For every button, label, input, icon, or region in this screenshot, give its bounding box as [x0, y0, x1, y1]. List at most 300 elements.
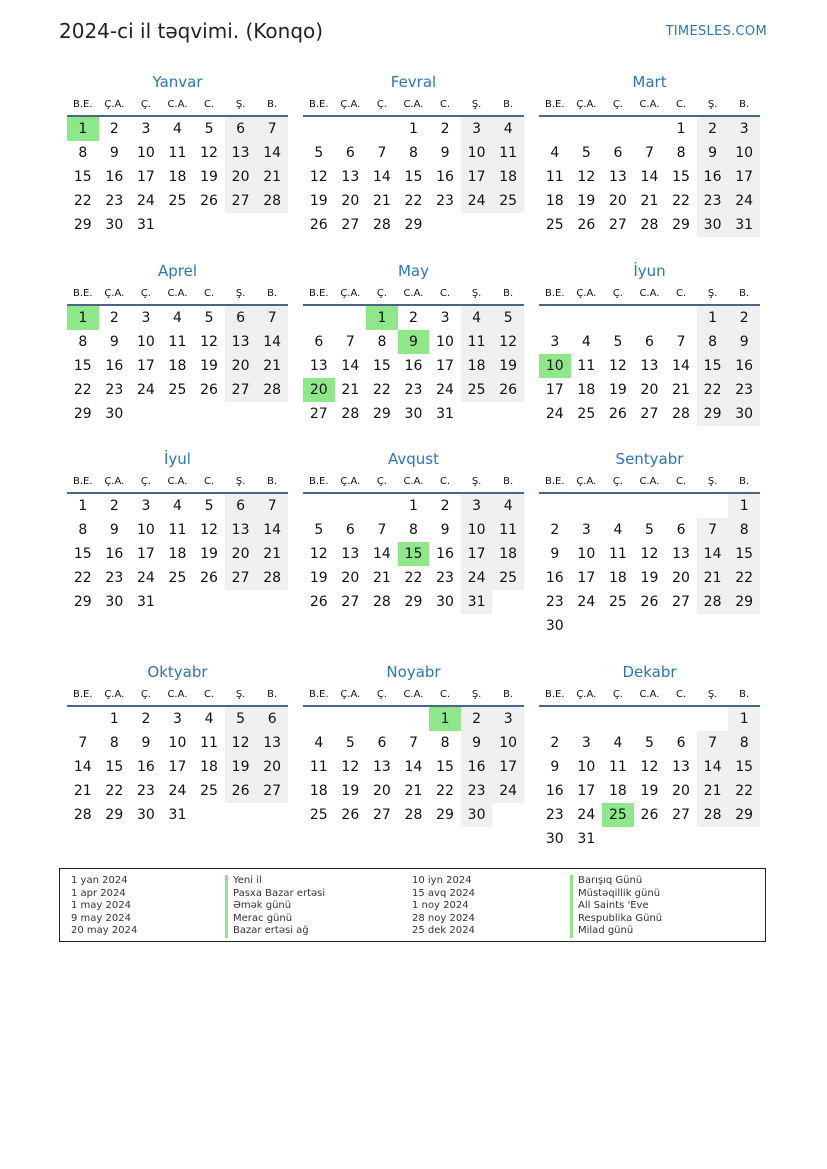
day-cell: 26: [309, 217, 328, 233]
day-cell: 7: [676, 334, 686, 350]
day-cell: 28: [372, 594, 391, 610]
weekday-label: B.E.: [309, 288, 329, 299]
legend-names-right: [570, 875, 662, 938]
empty-cell: [665, 494, 697, 518]
day-cell: 10: [492, 731, 524, 755]
day-cell: 28: [256, 566, 288, 590]
weekday-label: C.A.: [639, 288, 660, 299]
weekday-header: [67, 683, 288, 707]
weekday-header: [67, 470, 288, 494]
day-cell: 5: [345, 735, 355, 751]
day-cell: 11: [168, 522, 187, 538]
day-cell: 9: [141, 735, 151, 751]
empty-cell: [602, 306, 634, 330]
day-grid: [539, 117, 760, 237]
empty-cell: [398, 707, 430, 731]
month-name: May: [397, 262, 429, 280]
weekday-label: Ş.: [471, 476, 482, 487]
holiday-day-cell: 9: [398, 330, 430, 354]
legend-holiday-name: Barışıq Günü: [570, 875, 662, 888]
day-cell: 28: [672, 406, 690, 422]
day-cell: 20: [341, 570, 360, 586]
empty-cell: [303, 707, 335, 731]
weekday-header: [67, 93, 288, 117]
day-cell: 31: [136, 217, 155, 233]
day-cell: 23: [136, 783, 155, 799]
empty-cell: [67, 707, 99, 731]
day-cell: 16: [136, 759, 155, 775]
day-cell: 13: [225, 518, 257, 542]
page-title: 2024-ci il təqvimi. (Konqo): [59, 19, 324, 43]
day-cell: 27: [341, 217, 360, 233]
day-cell: 7: [697, 731, 729, 755]
legend-date: 10 iyn 2024: [412, 875, 472, 886]
weekday-label: Ş.: [235, 689, 246, 700]
day-cell: 22: [73, 193, 92, 209]
day-cell: 26: [225, 779, 257, 803]
day-cell: 31: [728, 213, 760, 237]
day-cell: 28: [640, 217, 659, 233]
day-cell: 11: [200, 735, 218, 751]
day-cell: 25: [200, 783, 218, 799]
day-cell: 27: [672, 807, 690, 823]
day-cell: 18: [492, 165, 524, 189]
legend-dates-right: [412, 875, 475, 938]
empty-cell: [335, 707, 367, 731]
month-name: Aprel: [157, 262, 198, 280]
day-cell: 16: [461, 755, 493, 779]
day-cell: 9: [440, 522, 450, 538]
weekday-label: B.E.: [309, 476, 329, 487]
day-cell: 22: [105, 783, 124, 799]
day-cell: 11: [492, 141, 524, 165]
day-cell: 24: [136, 570, 155, 586]
day-cell: 9: [550, 759, 560, 775]
day-grid: [539, 306, 760, 426]
empty-cell: [335, 306, 367, 330]
month-name: Fevral: [390, 73, 437, 91]
day-cell: 15: [105, 759, 124, 775]
day-cell: 14: [672, 358, 690, 374]
month-name: Dekabr: [622, 663, 677, 681]
legend-date: 25 dek 2024: [412, 925, 475, 936]
day-cell: 17: [436, 358, 454, 374]
day-cell: 4: [613, 522, 623, 538]
day-cell: 21: [404, 783, 423, 799]
day-cell: 20: [640, 382, 659, 398]
holiday-day-cell: 1: [429, 707, 461, 731]
day-cell: 23: [105, 382, 124, 398]
day-cell: 12: [200, 334, 218, 350]
day-cell: 1: [409, 121, 418, 137]
empty-cell: [697, 494, 729, 518]
weekday-label: Ç.: [612, 476, 623, 487]
day-cell: 20: [372, 783, 391, 799]
day-cell: 4: [492, 117, 524, 141]
day-cell: 27: [341, 594, 360, 610]
month-name: Avqust: [388, 450, 439, 468]
weekday-label: B.: [267, 689, 278, 700]
day-cell: 23: [545, 807, 564, 823]
day-cell: 27: [372, 807, 391, 823]
day-cell: 5: [581, 145, 591, 161]
day-cell: 17: [168, 759, 187, 775]
weekday-label: C.: [203, 689, 215, 700]
day-cell: 19: [309, 570, 328, 586]
day-cell: 10: [436, 334, 454, 350]
day-cell: 2: [141, 711, 151, 727]
legend-date: 1 apr 2024: [71, 887, 126, 899]
day-cell: 13: [341, 169, 360, 185]
day-cell: 18: [545, 193, 564, 209]
day-cell: 10: [461, 518, 493, 542]
empty-cell: [539, 306, 571, 330]
day-cell: 12: [309, 546, 328, 562]
weekday-label: B.: [739, 689, 750, 700]
day-grid: [303, 707, 524, 827]
day-cell: 14: [256, 518, 288, 542]
day-cell: 3: [492, 707, 524, 731]
day-cell: 23: [436, 193, 454, 209]
day-cell: 13: [309, 358, 328, 374]
day-cell: 12: [200, 145, 218, 161]
day-cell: 4: [204, 711, 214, 727]
holiday-day-cell: 15: [398, 542, 430, 566]
day-cell: 6: [225, 494, 257, 518]
weekday-label: Ç.A.: [576, 476, 597, 487]
day-cell: 3: [141, 121, 151, 137]
empty-cell: [602, 707, 634, 731]
day-cell: 29: [672, 217, 690, 233]
day-cell: 3: [550, 334, 560, 350]
day-cell: 27: [225, 566, 257, 590]
day-cell: 20: [256, 755, 288, 779]
day-cell: 10: [577, 546, 596, 562]
day-cell: 30: [105, 217, 124, 233]
day-cell: 1: [409, 498, 418, 514]
weekday-label: Ş.: [235, 288, 246, 299]
day-cell: 26: [577, 217, 596, 233]
day-cell: 27: [608, 217, 627, 233]
day-cell: 3: [173, 711, 182, 727]
day-cell: 22: [672, 193, 690, 209]
day-cell: 28: [256, 189, 288, 213]
empty-cell: [366, 117, 398, 141]
day-cell: 28: [341, 406, 360, 422]
day-cell: 29: [404, 217, 423, 233]
day-grid: [67, 306, 288, 426]
weekday-label: C.A.: [403, 99, 424, 110]
day-cell: 1: [697, 306, 729, 330]
day-cell: 13: [341, 546, 360, 562]
weekday-label: B.: [739, 476, 750, 487]
month-8: [303, 448, 524, 614]
weekday-label: C.: [675, 476, 687, 487]
day-cell: 21: [256, 354, 288, 378]
day-cell: 24: [168, 783, 187, 799]
empty-cell: [303, 494, 335, 518]
day-grid: [539, 707, 760, 851]
day-cell: 24: [728, 189, 760, 213]
day-cell: 29: [372, 406, 391, 422]
day-cell: 3: [440, 310, 450, 326]
day-cell: 2: [109, 121, 119, 137]
day-cell: 8: [728, 518, 760, 542]
day-cell: 5: [204, 310, 214, 326]
month-name: Sentyabr: [615, 450, 684, 468]
day-cell: 13: [256, 731, 288, 755]
day-cell: 14: [697, 755, 729, 779]
day-cell: 2: [697, 117, 729, 141]
day-cell: 4: [492, 494, 524, 518]
day-cell: 13: [672, 546, 690, 562]
day-grid: [303, 117, 524, 237]
day-cell: 14: [341, 358, 360, 374]
day-cell: 25: [577, 406, 596, 422]
day-cell: 31: [577, 831, 596, 847]
weekday-label: B.: [503, 476, 514, 487]
day-cell: 22: [73, 570, 92, 586]
day-cell: 18: [168, 546, 187, 562]
day-cell: 16: [404, 358, 423, 374]
weekday-label: Ç.A.: [340, 689, 361, 700]
empty-cell: [303, 117, 335, 141]
weekday-label: Ç.: [140, 288, 151, 299]
day-cell: 10: [577, 759, 596, 775]
day-cell: 6: [345, 522, 355, 538]
holiday-day-cell: 25: [602, 803, 634, 827]
day-cell: 31: [168, 807, 187, 823]
day-cell: 30: [436, 594, 454, 610]
day-cell: 2: [550, 522, 560, 538]
day-cell: 25: [168, 570, 187, 586]
weekday-label: C.: [439, 689, 451, 700]
day-cell: 4: [461, 306, 493, 330]
day-cell: 14: [256, 330, 288, 354]
day-cell: 19: [225, 755, 257, 779]
weekday-label: B.E.: [309, 99, 329, 110]
empty-cell: [697, 707, 729, 731]
day-cell: 10: [136, 522, 155, 538]
day-cell: 6: [613, 145, 623, 161]
day-cell: 7: [78, 735, 88, 751]
day-cell: 9: [109, 334, 119, 350]
day-cell: 2: [440, 498, 450, 514]
weekday-label: Ş.: [707, 476, 718, 487]
day-cell: 28: [404, 807, 423, 823]
month-name: Oktyabr: [147, 663, 208, 681]
day-cell: 4: [173, 121, 182, 137]
day-cell: 18: [492, 542, 524, 566]
day-cell: 4: [613, 735, 623, 751]
weekday-label: Ç.: [612, 288, 623, 299]
day-cell: 28: [697, 590, 729, 614]
day-cell: 21: [73, 783, 92, 799]
day-cell: 14: [697, 542, 729, 566]
day-cell: 9: [109, 145, 119, 161]
day-cell: 30: [105, 594, 124, 610]
day-cell: 13: [225, 330, 257, 354]
day-cell: 6: [645, 334, 654, 350]
day-cell: 27: [256, 779, 288, 803]
weekday-label: Ş.: [471, 288, 482, 299]
day-cell: 31: [461, 590, 493, 614]
day-cell: 7: [256, 306, 288, 330]
day-cell: 27: [640, 406, 659, 422]
day-cell: 7: [409, 735, 418, 751]
day-cell: 7: [256, 494, 288, 518]
day-cell: 29: [436, 807, 454, 823]
weekday-label: B.E.: [545, 476, 565, 487]
day-cell: 2: [728, 306, 760, 330]
weekday-label: B.E.: [73, 689, 93, 700]
day-cell: 14: [372, 546, 391, 562]
month-9: [539, 448, 760, 638]
weekday-label: Ç.: [140, 99, 151, 110]
holiday-day-cell: 1: [366, 306, 398, 330]
day-cell: 25: [545, 217, 564, 233]
month-name: Noyabr: [386, 663, 441, 681]
day-cell: 24: [436, 382, 454, 398]
day-cell: 24: [545, 406, 564, 422]
weekday-label: C.A.: [403, 689, 424, 700]
weekday-label: C.A.: [403, 288, 424, 299]
weekday-header: [303, 470, 524, 494]
day-cell: 5: [645, 735, 654, 751]
day-cell: 14: [372, 169, 391, 185]
day-cell: 21: [372, 193, 391, 209]
day-cell: 3: [461, 494, 493, 518]
day-cell: 29: [404, 594, 423, 610]
day-cell: 1: [109, 711, 119, 727]
day-cell: 18: [577, 382, 596, 398]
day-cell: 23: [436, 570, 454, 586]
weekday-label: Ç.: [612, 99, 623, 110]
day-cell: 12: [492, 330, 524, 354]
day-cell: 2: [109, 310, 119, 326]
day-cell: 30: [545, 831, 564, 847]
weekday-header: [303, 683, 524, 707]
day-cell: 18: [309, 783, 328, 799]
day-cell: 30: [105, 406, 124, 422]
empty-cell: [665, 707, 697, 731]
weekday-header: [67, 282, 288, 306]
day-cell: 24: [577, 807, 596, 823]
day-cell: 15: [436, 759, 454, 775]
day-cell: 22: [728, 779, 760, 803]
day-cell: 16: [545, 783, 564, 799]
day-cell: 22: [436, 783, 454, 799]
month-5: [303, 260, 524, 426]
day-cell: 26: [640, 594, 659, 610]
legend-date: 20 may 2024: [71, 925, 138, 936]
empty-cell: [366, 707, 398, 731]
day-cell: 4: [550, 145, 560, 161]
day-cell: 27: [225, 378, 257, 402]
weekday-header: [539, 282, 760, 306]
day-cell: 18: [461, 354, 493, 378]
day-cell: 2: [440, 121, 450, 137]
holiday-day-cell: 10: [539, 354, 571, 378]
weekday-label: B.: [267, 476, 278, 487]
day-cell: 29: [73, 594, 92, 610]
day-cell: 29: [105, 807, 124, 823]
day-cell: 20: [341, 193, 360, 209]
day-cell: 20: [225, 165, 257, 189]
weekday-label: Ş.: [235, 99, 246, 110]
day-cell: 26: [200, 570, 218, 586]
brand-link[interactable]: TIMESLES.COM: [665, 24, 767, 39]
day-cell: 8: [728, 731, 760, 755]
day-cell: 15: [728, 542, 760, 566]
weekday-label: Ç.: [612, 689, 623, 700]
day-cell: 20: [672, 570, 690, 586]
day-cell: 25: [168, 193, 187, 209]
weekday-label: C.: [675, 689, 687, 700]
day-cell: 24: [577, 594, 596, 610]
day-cell: 10: [136, 145, 155, 161]
day-cell: 15: [697, 354, 729, 378]
day-cell: 17: [577, 570, 596, 586]
day-cell: 8: [78, 145, 88, 161]
day-cell: 12: [225, 731, 257, 755]
weekday-label: C.: [439, 476, 451, 487]
day-cell: 30: [728, 402, 760, 426]
day-cell: 21: [256, 542, 288, 566]
empty-cell: [366, 494, 398, 518]
day-cell: 19: [577, 193, 596, 209]
day-cell: 4: [173, 310, 182, 326]
day-cell: 23: [105, 570, 124, 586]
day-cell: 17: [136, 546, 155, 562]
day-cell: 6: [225, 117, 257, 141]
day-cell: 18: [608, 783, 627, 799]
weekday-label: B.E.: [545, 288, 565, 299]
day-cell: 30: [545, 618, 564, 634]
weekday-label: B.: [267, 288, 278, 299]
day-cell: 16: [105, 169, 124, 185]
day-cell: 11: [461, 330, 493, 354]
weekday-label: Ç.A.: [340, 476, 361, 487]
legend-holiday-name: Əmək günü: [225, 900, 325, 913]
day-cell: 26: [640, 807, 659, 823]
day-cell: 8: [409, 145, 418, 161]
legend-dates-left: [71, 875, 137, 938]
day-cell: 15: [728, 755, 760, 779]
weekday-label: Ş.: [707, 689, 718, 700]
day-cell: 30: [697, 213, 729, 237]
day-cell: 6: [676, 735, 686, 751]
day-cell: 16: [545, 570, 564, 586]
day-cell: 24: [461, 566, 493, 590]
day-cell: 17: [492, 755, 524, 779]
day-cell: 1: [728, 494, 760, 518]
day-cell: 5: [204, 121, 214, 137]
month-7: [67, 448, 288, 614]
day-cell: 11: [608, 546, 627, 562]
day-cell: 23: [545, 594, 564, 610]
day-cell: 11: [168, 334, 187, 350]
day-cell: 23: [697, 189, 729, 213]
weekday-label: Ç.: [376, 288, 387, 299]
day-grid: [539, 494, 760, 638]
month-name: Yanvar: [152, 73, 203, 91]
weekday-label: C.A.: [167, 99, 188, 110]
empty-cell: [335, 117, 367, 141]
weekday-label: B.: [267, 99, 278, 110]
weekday-label: Ç.A.: [576, 288, 597, 299]
empty-cell: [602, 494, 634, 518]
